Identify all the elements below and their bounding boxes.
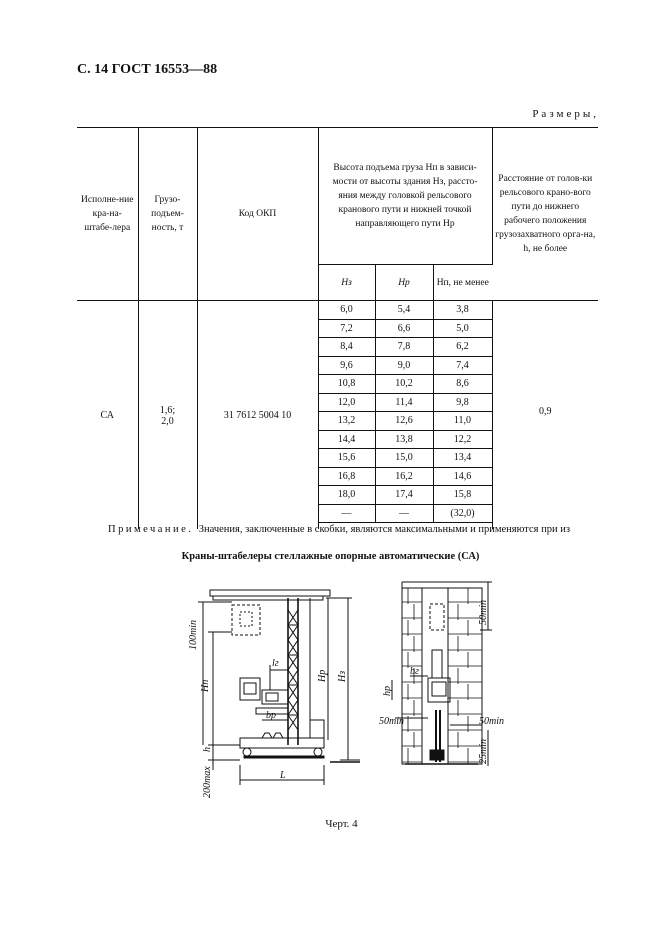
cell-hr: 11,4 [375, 393, 433, 412]
cell-hr: 12,6 [375, 412, 433, 431]
cell-hr: — [375, 504, 433, 523]
cell-hz: 10,8 [318, 375, 375, 394]
figure-title: Краны-штабелеры стеллажные опорные автоматические (СА) [181, 551, 480, 562]
cell-hp-min: 8,6 [433, 375, 492, 394]
col-header-okp: Код ОКП [197, 128, 318, 301]
figure-caption: Черт. 4 [325, 818, 358, 830]
dim-50min-left-label: 50min [379, 716, 404, 727]
cell-hp-min: 13,4 [433, 449, 492, 468]
cell-hz: 14,4 [318, 430, 375, 449]
dim-200max-label: 200max [202, 766, 213, 798]
cell-hp-min: (32,0) [433, 504, 492, 523]
col-header-hz: Hз [318, 265, 375, 301]
cell-hp-min: 9,8 [433, 393, 492, 412]
cell-distance: 0,9 [539, 406, 552, 418]
cell-hz: 8,4 [318, 338, 375, 357]
dim-br-label: bг [410, 666, 419, 677]
crane-drawing [0, 570, 661, 810]
cell-hr: 5,4 [375, 301, 433, 320]
dim-h-label: h [202, 747, 213, 752]
cell-hr: 15,0 [375, 449, 433, 468]
col-header-capacity: Грузо-подъем-ность, т [138, 128, 197, 301]
dim-hp-label: Hп [200, 679, 211, 692]
main-table [77, 127, 598, 529]
dim-50min-top-label: 50min [478, 600, 489, 625]
cell-hz: 15,6 [318, 449, 375, 468]
col-header-height-group: Высота подъема груза Hп в зависи-мости от высоты здания Hз, рассто-яния между головкой рельсового кранового пути и нижней точкой направляющего пути Hр [318, 128, 492, 265]
cell-hp-min: 11,0 [433, 412, 492, 431]
dim-100min-label: 100min [188, 620, 199, 650]
top-rail [210, 590, 330, 596]
col-header-execution: Исполне-ние кра-на-штабе-лера [77, 128, 138, 301]
cell-hz: 9,6 [318, 356, 375, 375]
note-text: Значения, заключенные в скобки, являются максимальными и применяются при из [198, 524, 571, 535]
cell-hr: 16,2 [375, 467, 433, 486]
cabin [240, 678, 260, 700]
dim-bp-label: bр [266, 710, 276, 721]
top-guide [213, 596, 323, 600]
cell-hr: 9,0 [375, 356, 433, 375]
cell-hr: 17,4 [375, 486, 433, 505]
cell-okp: 31 7612 5004 10 [197, 301, 318, 523]
dim-L-label: L [280, 770, 286, 781]
dim-50min-right-label: 50min [479, 716, 504, 727]
table-row [77, 301, 598, 320]
page-header: С. 14 ГОСТ 16553—88 [77, 62, 218, 77]
dim-lr-label: lг [272, 658, 279, 669]
cell-hz: 12,0 [318, 393, 375, 412]
cell-execution: СА [77, 301, 138, 523]
cell-hp-min: 7,4 [433, 356, 492, 375]
crane-base [240, 738, 324, 748]
cell-hz: 13,2 [318, 412, 375, 431]
cell-hz: 7,2 [318, 319, 375, 338]
note-label: Примечание. [108, 524, 194, 535]
cell-hz: 6,0 [318, 301, 375, 320]
col-header-distance: Расстояние от голов-ки рельсового крано-вого пути до нижнего рабочего положения грузозахватного орга-на, h, не более [492, 128, 598, 301]
col-header-hp-min: Hп, не менее [433, 265, 492, 301]
cell-hz: 18,0 [318, 486, 375, 505]
cell-capacity: 1,6; 2,0 [138, 301, 197, 523]
cell-hp-min: 3,8 [433, 301, 492, 320]
dim-hr-label: Hр [317, 669, 328, 682]
cell-hr: 13,8 [375, 430, 433, 449]
rack-view [392, 582, 492, 766]
dim-hr2-label: hр [382, 686, 393, 696]
cell-hr: 6,6 [375, 319, 433, 338]
table-body [77, 301, 598, 529]
dim-25min-label: 25min [478, 739, 489, 764]
cell-hr: 10,2 [375, 375, 433, 394]
cell-hp-min: 12,2 [433, 430, 492, 449]
dimensions-label: Размеры, [532, 108, 599, 120]
col-header-hr: Hр [375, 265, 433, 301]
note [108, 524, 570, 535]
cell-hz: — [318, 504, 375, 523]
cell-hp-min: 5,0 [433, 319, 492, 338]
dim-hz-label: Hз [337, 670, 348, 682]
cell-hp-min: 15,8 [433, 486, 492, 505]
cell-hp-min: 6,2 [433, 338, 492, 357]
cell-hp-min: 14,6 [433, 467, 492, 486]
cell-hr: 7,8 [375, 338, 433, 357]
cell-hz: 16,8 [318, 467, 375, 486]
